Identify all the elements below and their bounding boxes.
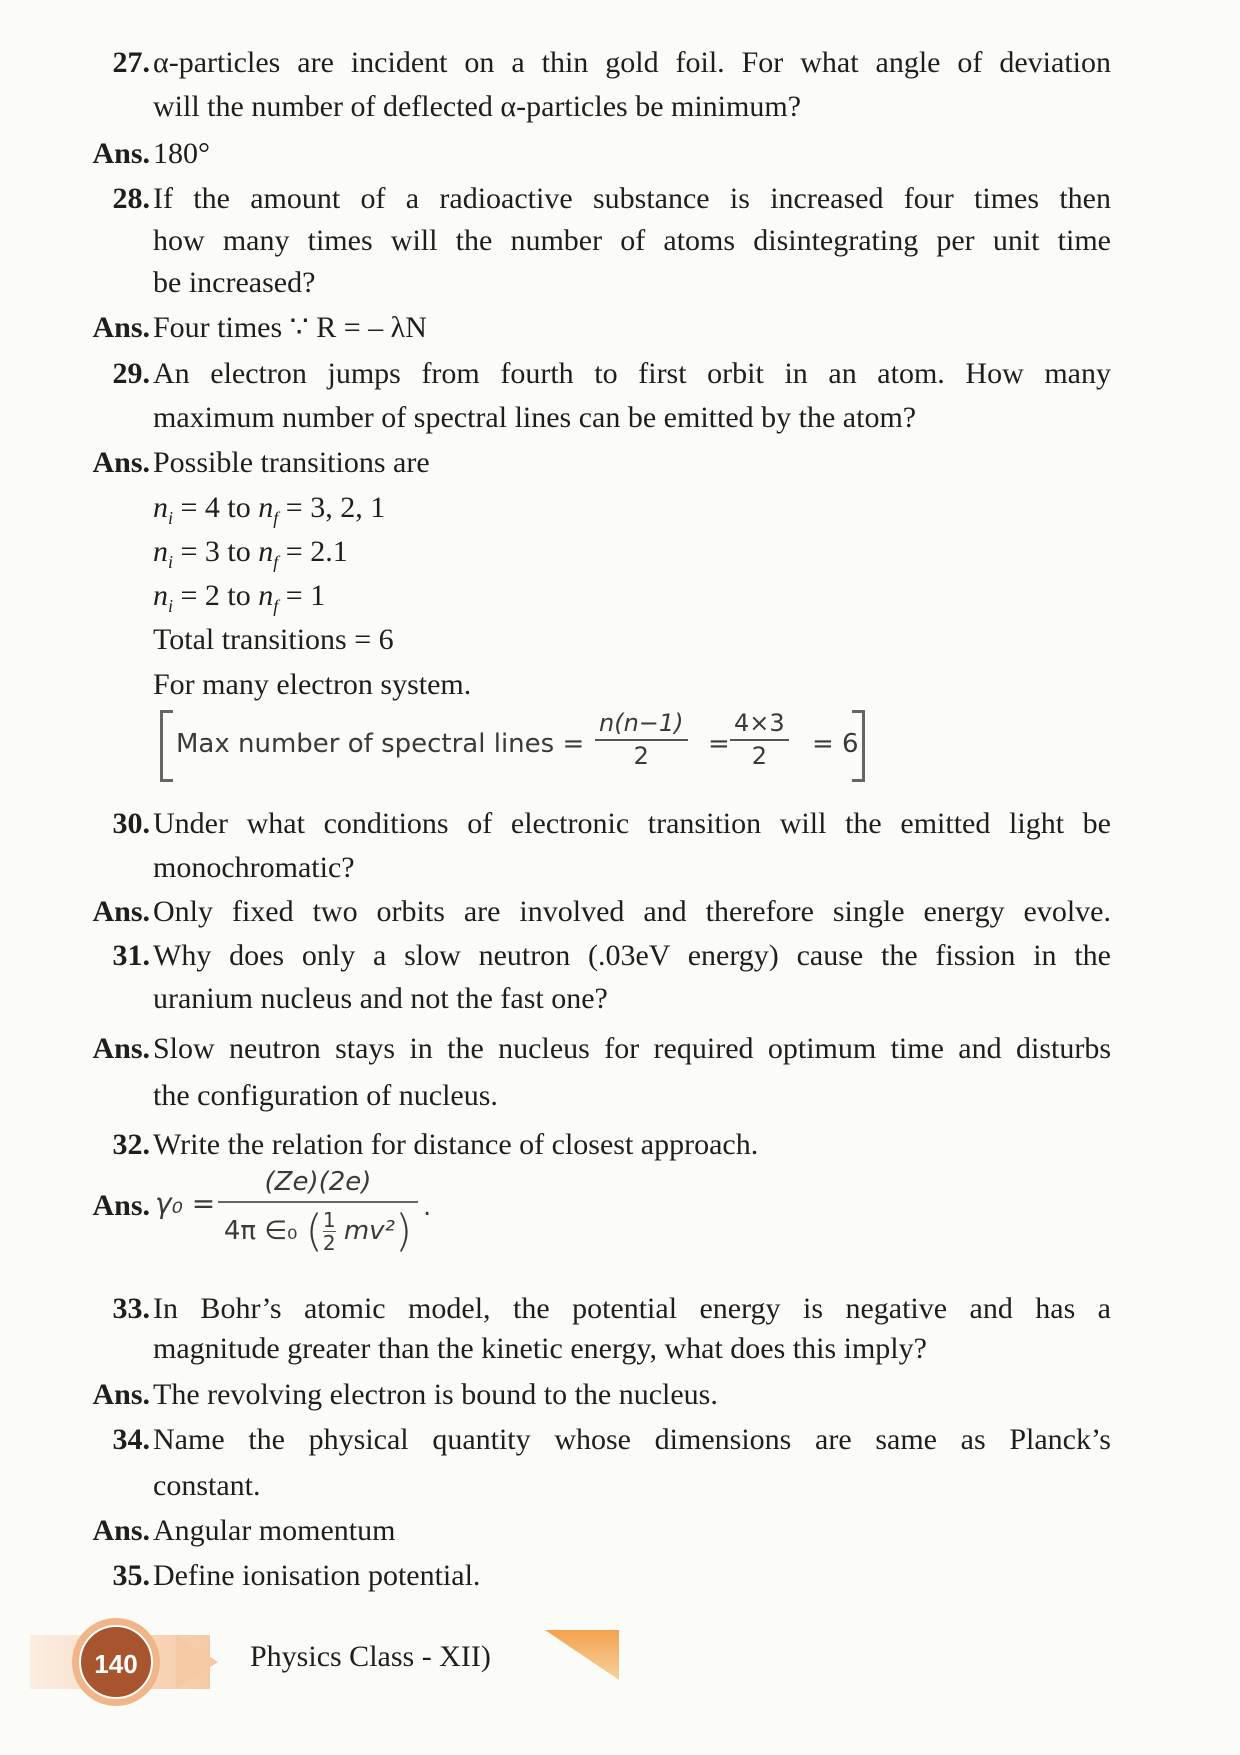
transition-value: = 2 to — [180, 579, 251, 612]
transition-value: = 4 to — [180, 491, 251, 524]
transition-value: = 3 to — [180, 535, 251, 568]
transition-value: = 2.1 — [285, 535, 348, 568]
answer-label: Ans. — [92, 1189, 150, 1222]
question-text: constant. — [153, 1469, 261, 1502]
sub: i — [168, 552, 174, 572]
answer-label: Ans. — [92, 1514, 150, 1547]
transition-text: $n_i = 3$ to $n_f = 2.1$ — [153, 535, 348, 572]
page-number: 140 — [79, 1625, 153, 1699]
question-text: will the number of deflected α-particles be minimum? — [153, 90, 802, 123]
transition-value: = 1 — [285, 579, 326, 612]
question-text: Write the relation for distance of closest approach. — [153, 1128, 759, 1161]
answer-text: Only fixed two orbits are involved and therefore single energy evolve. — [153, 895, 1111, 928]
question-text: how many times will the number of atoms disintegrating per unit time — [153, 224, 1111, 257]
question-text: be increased? — [153, 266, 316, 299]
answer-label: Ans. — [92, 1032, 150, 1065]
question-number: 35. — [112, 1559, 150, 1592]
numerator: 4×3 — [730, 708, 789, 741]
question-number: 32. — [112, 1128, 150, 1161]
half-num: 1 — [322, 1208, 336, 1232]
book-title: Physics Class - XII) — [250, 1640, 491, 1673]
answer-text: Possible transitions are — [153, 446, 430, 479]
closest-approach-fraction — [218, 1163, 418, 1260]
question-text: Why does only a slow neutron (.03eV energy) cause the fission in the — [153, 939, 1111, 972]
transition-text: $n_i = 2$ to $n_f = 1$ — [153, 579, 326, 616]
answer-text: Angular momentum — [153, 1514, 396, 1547]
answer-text: The revolving electron is bound to the nucleus. — [153, 1378, 718, 1411]
question-number: 27. — [112, 46, 150, 79]
equals-result: = 6 — [812, 729, 859, 759]
sub: i — [168, 596, 174, 616]
question-text: If the amount of a radioactive substance is increased four times then — [153, 182, 1111, 215]
question-text: magnitude greater than the kinetic energy, what does this imply? — [153, 1332, 927, 1365]
numerator: (Ze)(2e) — [218, 1163, 418, 1203]
left-bracket — [160, 710, 173, 782]
answer-text: Four times ∵ R = – λN — [153, 311, 427, 344]
question-text: Name the physical quantity whose dimensions are same as Planck’s — [153, 1423, 1111, 1456]
equals: = — [708, 729, 730, 759]
page-number-badge — [72, 1618, 160, 1706]
question-number: 33. — [112, 1292, 150, 1325]
denominator: 2 — [633, 742, 649, 770]
question-number: 30. — [112, 807, 150, 840]
question-text: An electron jumps from fourth to first orbit in an atom. How many — [153, 357, 1111, 390]
period: . — [423, 1192, 432, 1222]
answer-text: the configuration of nucleus. — [153, 1079, 498, 1112]
answer-text: Slow neutron stays in the nucleus for required optimum time and disturbs — [153, 1032, 1111, 1065]
question-text: In Bohr’s atomic model, the potential energy is negative and has a — [153, 1292, 1111, 1325]
closest-approach-lhs: γ₀ = — [155, 1187, 216, 1220]
sub: f — [273, 552, 279, 572]
question-text: α-particles are incident on a thin gold foil. For what angle of deviation — [153, 46, 1111, 79]
question-number: 31. — [112, 939, 150, 972]
question-text: monochromatic? — [153, 851, 355, 884]
numerator: n(n−1) — [595, 708, 688, 741]
denominator: 2 — [751, 742, 767, 770]
answer-text: Total transitions = 6 — [153, 623, 394, 656]
answer-label: Ans. — [92, 895, 150, 928]
denominator — [218, 1203, 418, 1260]
question-text: uranium nucleus and not the fast one? — [153, 982, 608, 1015]
transition-text: $n_i = 4$ to $n_f = 3$, 2, 1 — [153, 491, 386, 528]
answer-text: 180° — [153, 137, 210, 170]
half-fraction — [323, 1209, 336, 1254]
formula-lhs: Max number of spectral lines = — [176, 729, 585, 759]
question-number: 28. — [112, 182, 150, 215]
sub: f — [273, 596, 279, 616]
question-text: Under what conditions of electronic transition will the emitted light be — [153, 807, 1111, 840]
transition-value: = 3, 2, 1 — [285, 491, 386, 524]
sub: f — [273, 508, 279, 528]
question-number: 34. — [112, 1423, 150, 1456]
half-den: 2 — [322, 1231, 336, 1255]
answer-label: Ans. — [92, 311, 150, 344]
footer-triangle-icon — [545, 1630, 619, 1680]
den-mv2: mv² — [343, 1216, 395, 1246]
fraction-4x3 — [730, 708, 789, 772]
answer-text: For many electron system. — [153, 668, 472, 701]
paren-open: ( — [305, 1205, 323, 1257]
answer-label: Ans. — [92, 1378, 150, 1411]
footer-arrow-shape — [176, 1635, 218, 1689]
paren-close: ) — [394, 1205, 413, 1257]
sub: i — [168, 508, 174, 528]
answer-label: Ans. — [92, 137, 150, 170]
fraction-n — [595, 708, 688, 772]
question-number: 29. — [112, 357, 150, 390]
question-text: maximum number of spectral lines can be emitted by the atom? — [153, 401, 917, 434]
answer-label: Ans. — [92, 446, 150, 479]
den-part: 4π ∈₀ — [223, 1216, 298, 1246]
question-text: Define ionisation potential. — [153, 1559, 481, 1592]
